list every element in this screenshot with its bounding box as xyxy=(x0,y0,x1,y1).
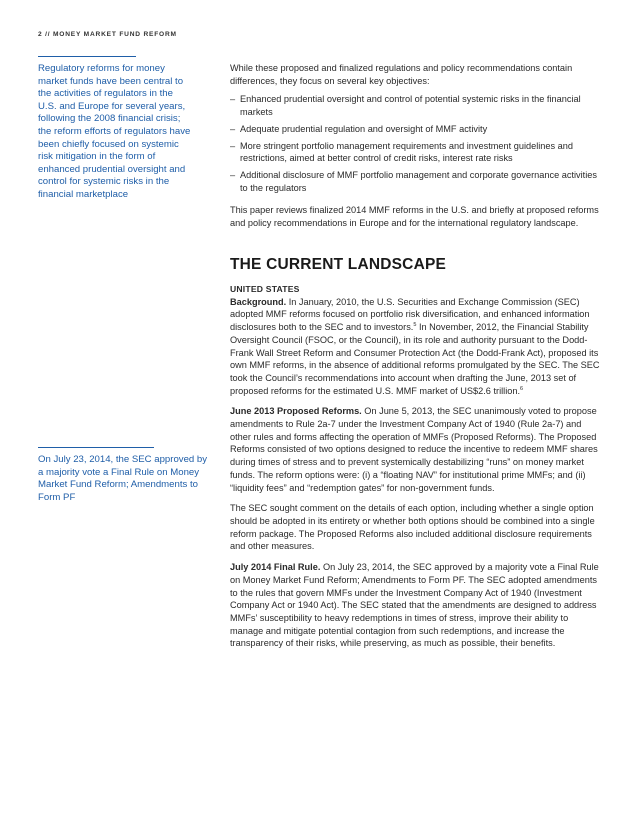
paragraph-lead: July 2014 Final Rule. xyxy=(230,562,321,573)
list-item: – Adequate prudential regulation and oversight of MMF activity xyxy=(230,123,602,136)
comment-paragraph: The SEC sought comment on the details of each option, including whether a single option should be adopted in its entirety or whether both options should be combined into a single reform package. The Proposed Reforms also included additional disclosure requirements and other measures. xyxy=(230,503,595,552)
paragraph-text: On July 23, 2014, the SEC approved by a majority vote a Final Rule on Money Market Fund Reform; Amendments to Form PF. The SEC adopted amendments to the rules that govern MMFs under the Investment Company Act of 1940 (Investment Company Act or 1940 Act). The SEC stated that the amendments are designed to address MMFs’ susceptibility to heavy redemptions in times of stress, improve their ability to manage and mitigate potential contagion from such redemptions, and increase the transparency of their risks, while preserving, as much as possible, their benefits. xyxy=(230,562,599,649)
june-paragraph xyxy=(230,405,602,494)
sidebar-pull-quote-1 xyxy=(38,56,194,202)
pull-quote-text: On July 23, 2014, the SEC approved by a majority vote a Final Rule on Money Market Fund Reform; Amendments to Form PF xyxy=(38,454,208,503)
paragraph-lead: Background. xyxy=(230,296,287,307)
paragraph-text: In November, 2012, the Financial Stability Oversight Council (FSOC, or the Council), in its role and authority pursuant to the Dodd-Frank Wall Street Reform and Consumer Protection Act (the Dodd-Frank Act), proposed its own MMF reforms, in the absence of additional reforms promulgated by the SEC. The SEC took the Council’s recommendations into account when drafting the June, 2013 set of proposed reforms for the estimated U.S. MMF market of US$2.6 trillion. xyxy=(230,322,600,396)
background-paragraph xyxy=(230,296,602,398)
review-paragraph: This paper reviews finalized 2014 MMF reforms in the U.S. and briefly at proposed reforms and policy recommendations in Europe and for the international regulatory landscape. xyxy=(230,205,599,229)
pull-quote-text: Regulatory reforms for money market funds have been central to the activities of regulators in the U.S. and Europe for several years, following the 2008 financial crisis; the reform efforts of regulators have been chiefly focused on systemic risk mitigation in the form of enhanced prudential oversight and control for systemic risks in the financial marketplace xyxy=(38,63,191,200)
july-paragraph xyxy=(230,561,602,650)
main-column xyxy=(230,62,602,650)
section-title: THE CURRENT LANDSCAPE xyxy=(230,255,447,273)
subsection-heading: UNITED STATES xyxy=(230,283,300,294)
footnote-marker: 5 xyxy=(413,322,417,329)
pull-quote-rule xyxy=(38,56,136,57)
list-item: – Enhanced prudential oversight and control of potential systemic risks in the financial markets xyxy=(230,93,602,118)
intro-paragraph: While these proposed and finalized regulations and policy recommendations contain differences, they focus on several key objectives: xyxy=(230,63,573,86)
running-head: 2 // MONEY MARKET FUND REFORM xyxy=(38,31,177,38)
paragraph-text: On June 5, 2013, the SEC unanimously voted to propose amendments to Rule 2a-7 under the Investment Company Act of 1940 (Rule 2a-7) and other rules and forms affecting the operation of MMFs (Proposed Reforms). The Proposed Reforms consisted of two options designed to reduce the incentive to redeem MMF shares during times of stress and to prevent systemically destabilizing “runs” on money market funds. The reform options were: (i) a “floating NAV” for institutional prime MMFs; and (ii) “liquidity fees” and “redemption gates” for non-government funds. xyxy=(230,406,598,493)
list-item: – More stringent portfolio management requirements and investment guidelines and restrictions, aimed at better control of credit risks, interest rate risks xyxy=(230,140,602,165)
paragraph-text: In January, 2010, the U.S. Securities and Exchange Commission (SEC) adopted MMF reforms focused on portfolio risk diversification, and enhanced information disclosures both to the SEC and to investors. xyxy=(230,296,590,333)
paragraph-lead: June 2013 Proposed Reforms. xyxy=(230,406,362,417)
footnote-marker: 6 xyxy=(520,385,524,392)
sidebar-pull-quote-2 xyxy=(38,447,210,504)
list-item: – Additional disclosure of MMF portfolio management and corporate governance activities to the regulators xyxy=(230,169,602,194)
pull-quote-rule xyxy=(38,447,154,448)
objectives-list xyxy=(230,93,602,194)
